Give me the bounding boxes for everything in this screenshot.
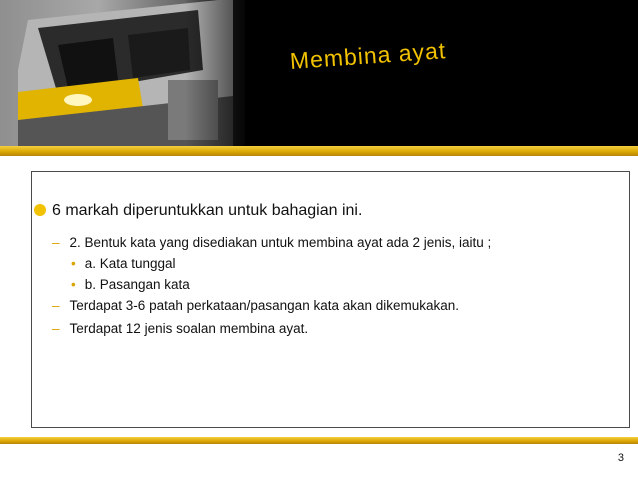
list-subitem-text: b. Pasangan kata	[84, 277, 190, 292]
list-subitem	[71, 277, 190, 292]
list-subitem-text: a. Kata tunggal	[84, 256, 176, 271]
main-bullet-text: 6 markah diperuntukkan untuk bahagian ini.	[52, 202, 363, 219]
list-item-text: Terdapat 3-6 patah perkataan/pasangan kata akan dikemukakan.	[69, 298, 460, 313]
bullet-marker-icon	[34, 204, 46, 216]
dot-marker: •	[71, 277, 76, 292]
list-item	[52, 235, 491, 250]
list-subitem	[71, 256, 176, 271]
main-bullet	[34, 202, 362, 220]
dot-marker: •	[71, 256, 76, 271]
gold-divider-top	[0, 146, 638, 156]
list-item-text: 2. Bentuk kata yang disediakan untuk membina ayat ada 2 jenis, iaitu ;	[69, 235, 492, 250]
header-banner	[0, 0, 638, 146]
dash-marker: –	[52, 321, 60, 336]
dash-marker: –	[52, 298, 60, 313]
header-fade	[185, 0, 275, 146]
list-item	[52, 298, 459, 313]
gold-divider-bottom	[0, 437, 638, 444]
list-item-text: Terdapat 12 jenis soalan membina ayat.	[69, 321, 309, 336]
list-item	[52, 321, 308, 336]
page-number: 3	[617, 452, 624, 464]
slide-title: Membina ayat	[289, 37, 447, 74]
dash-marker: –	[52, 235, 60, 250]
